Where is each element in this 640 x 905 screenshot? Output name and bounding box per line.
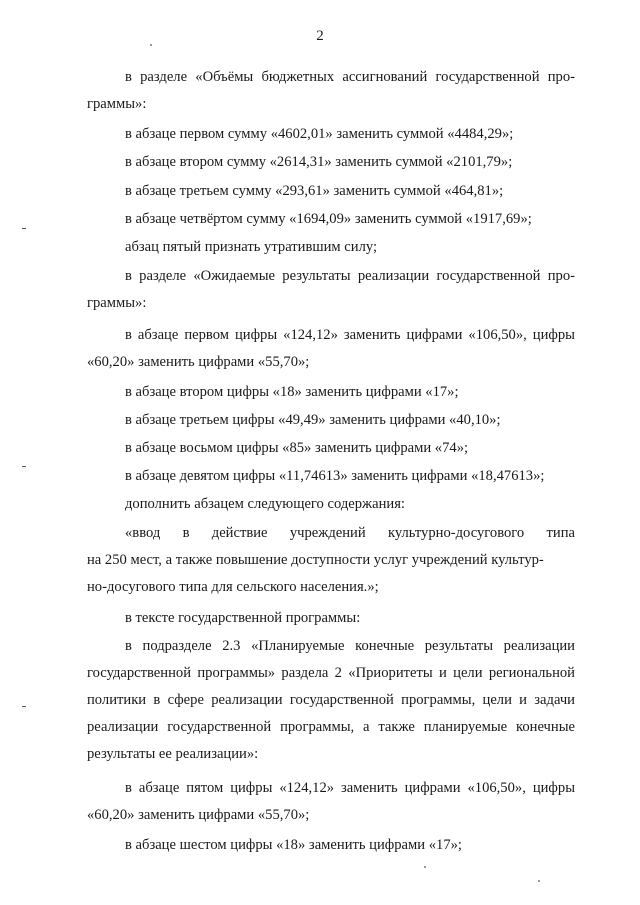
paragraph (87, 263, 575, 317)
paragraph (87, 234, 575, 261)
paragraph-line: в разделе «Ожидаемые результаты реализации государственной про- (125, 268, 575, 284)
paragraph (87, 121, 575, 148)
paragraph-line: результаты ее реализации»: (87, 746, 259, 762)
scan-speck (150, 44, 152, 46)
paragraph-line: государственной программы» раздела 2 «Приоритеты и цели региональной (87, 665, 575, 681)
paragraph-line: политики в сфере реализации государственной программы, цели и задачи (87, 692, 575, 708)
paragraph-line: «60,20» заменить цифрами «55,70»; (87, 354, 310, 370)
paragraph-line: в подразделе 2.3 «Планируемые конечные результаты реализации (125, 638, 575, 654)
paragraph (87, 633, 575, 768)
paragraph-line: в абзаце втором цифры «18» заменить цифрами «17»; (125, 384, 459, 400)
paragraph-line: реализации государственной программы, а также планируемые конечные (87, 719, 575, 735)
paragraph-line: в абзаце пятом цифры «124,12» заменить цифрами «106,50», цифры (125, 780, 575, 796)
paragraph-line: в абзаце шестом цифры «18» заменить цифрами «17»; (125, 837, 462, 853)
paragraph-line: дополнить абзацем следующего содержания: (125, 496, 405, 512)
paragraph (87, 435, 575, 462)
scan-mark (22, 228, 26, 229)
paragraph-line: в абзаце втором сумму «2614,31» заменить суммой «2101,79»; (125, 154, 513, 170)
paragraph (87, 206, 575, 233)
paragraph (87, 149, 575, 176)
paragraph (87, 491, 575, 518)
paragraph-line: в абзаце третьем цифры «49,49» заменить цифрами «40,10»; (125, 412, 501, 428)
paragraph-line: в абзаце первом цифры «124,12» заменить цифрами «106,50», цифры (125, 327, 575, 343)
scan-speck (424, 866, 426, 868)
paragraph (87, 775, 575, 829)
paragraph (87, 832, 575, 859)
paragraph (87, 322, 575, 376)
scan-mark (22, 466, 26, 467)
paragraph-line: в абзаце первом сумму «4602,01» заменить суммой «4484,29»; (125, 126, 514, 142)
paragraph-line: «60,20» заменить цифрами «55,70»; (87, 807, 310, 823)
scan-mark (22, 706, 26, 707)
paragraph-line: абзац пятый признать утратившим силу; (125, 239, 378, 255)
paragraph-line: граммы»: (87, 96, 147, 112)
paragraph-line: в абзаце третьем сумму «293,61» заменить суммой «464,81»; (125, 183, 504, 199)
paragraph-line: в абзаце девятом цифры «11,74613» заменить цифрами «18,47613»; (125, 468, 545, 484)
scan-speck (538, 880, 540, 882)
paragraph (87, 379, 575, 406)
paragraph (87, 605, 575, 632)
paragraph (87, 178, 575, 205)
paragraph-line: в разделе «Объёмы бюджетных ассигнований государственной про- (125, 69, 575, 85)
paragraph-line: в тексте государственной программы: (125, 610, 361, 626)
page-number: 2 (316, 28, 324, 44)
paragraph-line: граммы»: (87, 295, 147, 311)
paragraph-line: в абзаце четвёртом сумму «1694,09» заменить суммой «1917,69»; (125, 211, 532, 227)
paragraph (87, 64, 575, 118)
paragraph (87, 407, 575, 434)
paragraph-line: на 250 мест, а также повышение доступности услуг учреждений культур- (87, 552, 544, 568)
quoted-paragraph (87, 520, 575, 601)
paragraph-line: «ввод в действие учреждений культурно-досугового типа (125, 525, 575, 541)
paragraph (87, 463, 575, 490)
paragraph-line: в абзаце восьмом цифры «85» заменить цифрами «74»; (125, 440, 469, 456)
paragraph-line: но-досугового типа для сельского населения.»; (87, 579, 379, 595)
